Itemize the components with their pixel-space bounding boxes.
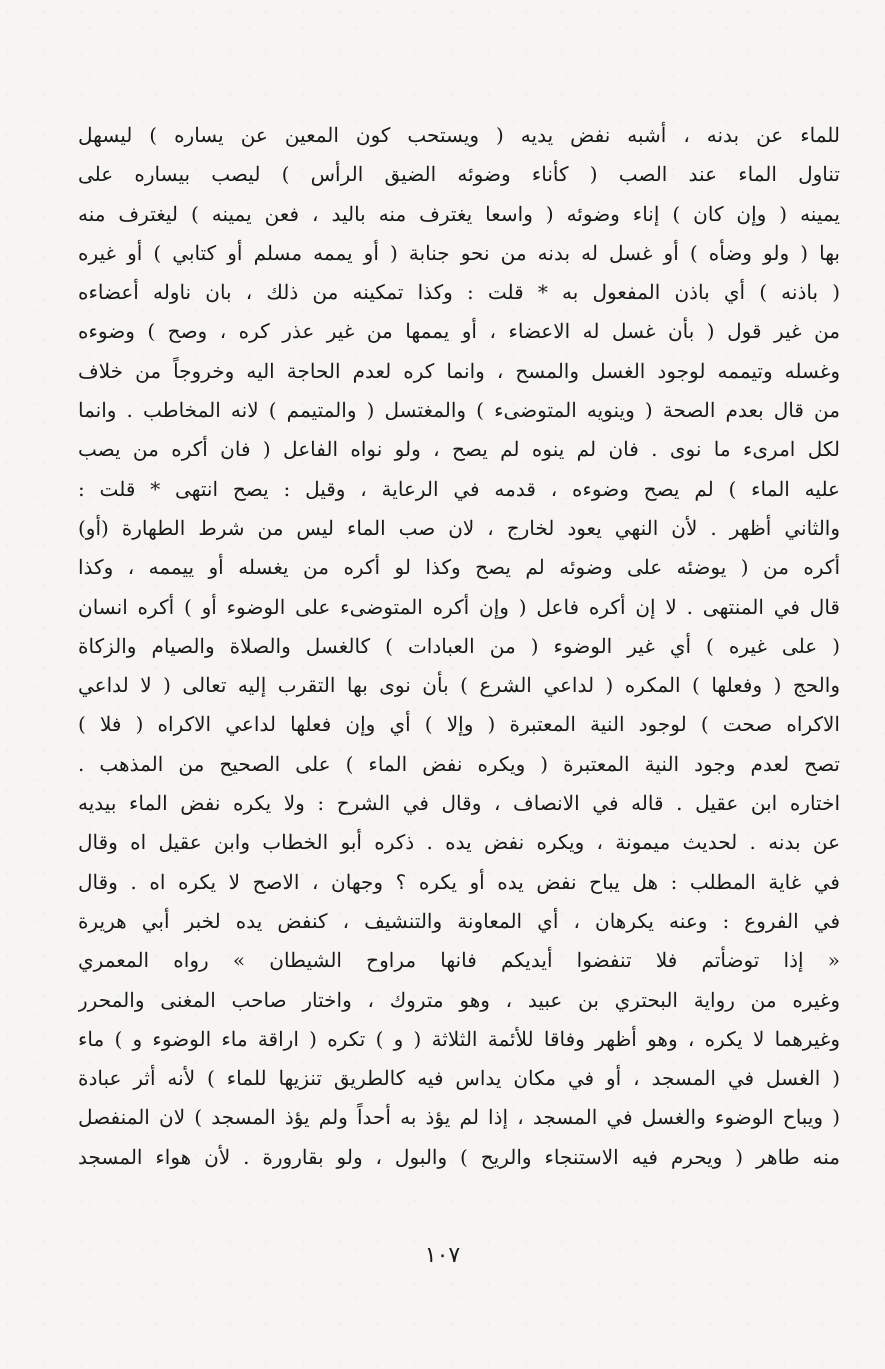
text-line: بها ( ولو وضأه ) أو غسل له بدنه من نحو جنابة ( أو يممه مسلم أو كتابي ) أو غيره <box>78 240 840 265</box>
text-line: ( باذنه ) أي باذن المفعول به * قلت : وكذا تمكينه من ذلك ، بان ناوله أعضاءه <box>78 280 840 305</box>
text-line: عن بدنه . لحديث ميمونة ، ويكره نفض يده . ذكره أبو الخطاب وابن عقيل اه وقال <box>78 830 840 855</box>
text-line: وغسله وتيممه لوجود الغسل والمسح ، وانما كره لعدم الحاجة اليه وخروجاً من خلاف <box>78 358 840 383</box>
text-line: من قال بعدم الصحة ( وينويه المتوضىء ) والمغتسل ( والمتيمم ) لانه المخاطب . وانما <box>78 398 840 423</box>
text-line: أكره من ( يوضئه على وضوئه لم يصح وكذا لو أكره من يغسله أو ييممه ، وكذا <box>78 555 840 580</box>
text-line: لكل امرىء ما نوى . فان لم ينوه لم يصح ، ولو نواه الفاعل ( فان أكره من يصب <box>78 437 840 462</box>
text-line: وغيرهما لا يكره ، وهو أظهر وفاقا للأئمة الثلاثة ( و ) تكره ( اراقة ماء الوضوء و ) ماء <box>78 1026 840 1051</box>
text-line: تناول الماء عند الصب ( كأناء وضوئه الضيق الرأس ) ليصب بيساره على <box>78 162 840 187</box>
text-line: من غير قول ( بأن غسل له الاعضاء ، أو يممها من غير عذر كره ، وصح ) وضوءه <box>78 319 840 344</box>
text-line: والحج ( وفعلها ) المكره ( لداعي الشرع ) بأن نوى بها التقرب إليه تعالى ( لا لداعي <box>78 673 840 698</box>
text-line: والثاني أظهر . لأن النهي يعود لخارج ، لان صب الماء ليس من شرط الطهارة (أو) <box>78 515 840 540</box>
text-line: في غاية المطلب : هل يباح نفض يده أو يكره ؟ وجهان ، الاصح لا يكره اه . وقال <box>78 869 840 894</box>
text-line: ( الغسل في المسجد ، أو في مكان يداس فيه كالطريق تنزيها للماء ) لأنه أثر عبادة <box>78 1066 840 1091</box>
text-line: وغيره من رواية البحتري بن عبيد ، وهو متروك ، واختار صاحب المغنى والمحرر <box>78 987 840 1012</box>
text-line: قال في المنتهى . لا إن أكره فاعل ( وإن أكره المتوضىء على الوضوء أو ) أكره انسان <box>78 594 840 619</box>
text-line: ( على غيره ) أي غير الوضوء ( من العبادات ) كالغسل والصلاة والصيام والزكاة <box>78 633 840 658</box>
page-number: ١٠٧ <box>424 1243 461 1268</box>
text-line: في الفروع : وعنه يكرهان ، أي المعاونة والتنشيف ، كنفض يده لخبر أبي هريرة <box>78 908 840 933</box>
body-text <box>78 116 840 1177</box>
text-line: منه طاهر ( ويحرم فيه الاستنجاء والريح ) والبول ، ولو بقارورة . لأن هواء المسجد <box>78 1144 840 1169</box>
text-line: ( ويباح الوضوء والغسل في المسجد ، إذا لم يؤذ به أحداً ولم يؤذ المسجد ) لان المنفصل <box>78 1105 840 1130</box>
text-line: الاكراه صحت ) لوجود النية المعتبرة ( وإلا ) أي وإن فعلها لداعي الاكراه ( فلا ) <box>78 712 840 737</box>
text-line: عليه الماء ) لم يصح وضوءه ، قدمه في الرعاية ، وقيل : يصح انتهى * قلت : <box>78 476 840 501</box>
text-line: تصح لعدم وجود النية المعتبرة ( ويكره نفض الماء ) على الصحيح من المذهب . <box>78 751 840 776</box>
text-line: اختاره ابن عقيل . قاله في الانصاف ، وقال في الشرح : ولا يكره نفض الماء بيديه <box>78 791 840 816</box>
text-line: للماء عن بدنه ، أشبه نفض يديه ( ويستحب كون المعين عن يساره ) ليسهل <box>78 123 840 147</box>
text-line: « إذا توضأتم فلا تنفضوا أيديكم فانها مراوح الشيطان » رواه المعمري <box>78 948 840 973</box>
text-line: يمينه ( وإن كان ) إناء وضوئه ( واسعا يغترف منه باليد ، فعن يمينه ) ليغترف منه <box>78 201 840 226</box>
